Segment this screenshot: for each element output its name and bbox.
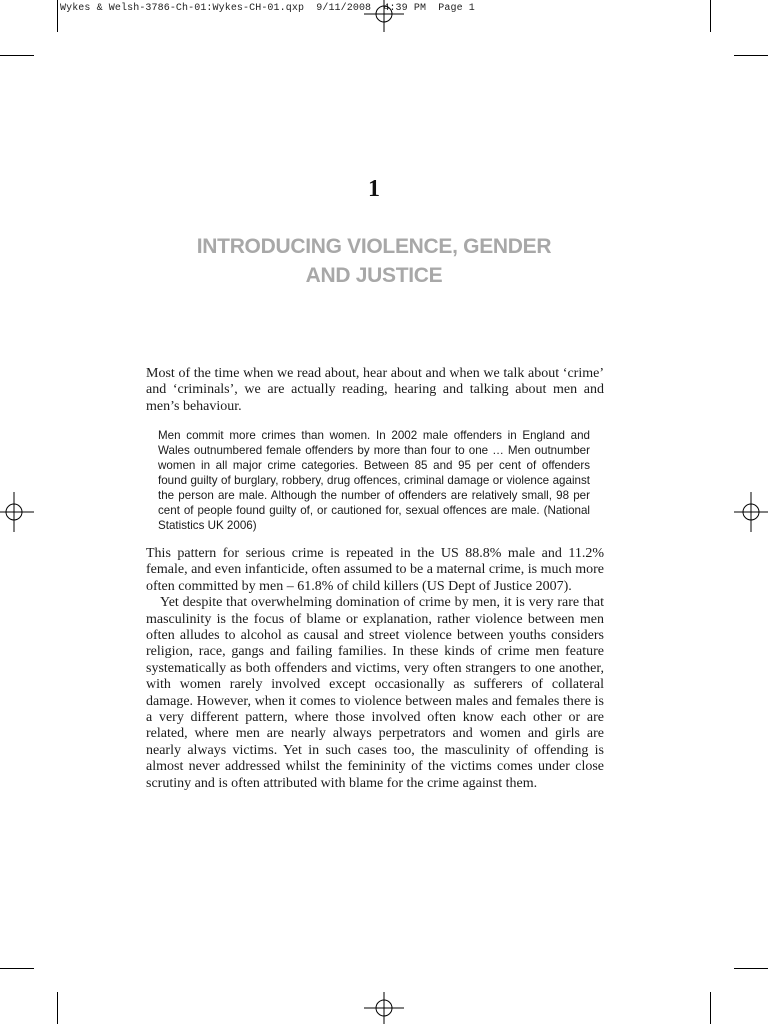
chapter-title: [0, 232, 748, 290]
chapter-title-line-2: AND JUSTICE: [305, 264, 443, 287]
crop-mark-bottom-right-h: [734, 968, 768, 969]
crop-mark-top-left: [57, 0, 58, 32]
crop-mark-top-right: [710, 0, 711, 32]
paragraph-masculinity: Yet despite that overwhelming domination of crime by men, it is very rare that masculinity is the focus of blame or explanation, rather violence between men often alludes to alcohol as causal and street violence between youths considers religion, race, gangs and failing families. In these kinds of crime men feature systematically as both offenders and victims, very often strangers to one another, with women rarely involved except occasionally as sufferers of collateral damage. However, when it comes to violence between males and females there is a very different pattern, where those involved often know each other or are related, where men are nearly always perpetrators and women and girls are nearly always victims. Yet in such cases too, the masculinity of offending is almost never addressed whilst the femininity of the victims comes under close scrutiny and is often attributed with blame for the crime against them.: [146, 595, 604, 791]
print-slug-line: Wykes & Welsh-3786-Ch-01:Wykes-CH-01.qxp 9/11/2008 4:39 PM Page 1: [60, 3, 475, 14]
crop-mark-bottom-right: [710, 992, 711, 1024]
registration-mark-top: [364, 0, 404, 32]
registration-mark-right: [734, 492, 768, 532]
crop-mark-top-right-h: [734, 55, 768, 56]
registration-mark-left: [0, 492, 34, 532]
block-quote: Men commit more crimes than women. In 2002 male offenders in England and Wales outnumbered female offenders by more than four to one … Men outnumber women in all major crime categories. Between 85 and 95 per cent of offenders found guilty of burglary, robbery, drug offences, criminal damage or violence against the person are male. Although the number of offenders are relatively small, 98 per cent of people found guilty of, or cautioned for, sexual offences are male. (National Statistics UK 2006): [158, 429, 590, 532]
body-text: [146, 546, 604, 792]
crop-mark-top-left-h: [0, 55, 34, 56]
registration-mark-bottom: [364, 992, 404, 1024]
intro-paragraph: Most of the time when we read about, hear about and when we talk about ‘crime’ and ‘criminals’, we are actually reading, hearing and talking about men and men’s behaviour.: [146, 366, 604, 414]
crop-mark-bottom-left-h: [0, 968, 34, 969]
crop-mark-bottom-left: [57, 992, 58, 1024]
chapter-title-line-1: INTRODUCING VIOLENCE, GENDER: [196, 235, 552, 258]
chapter-number: 1: [368, 176, 380, 202]
paragraph-us-statistics: This pattern for serious crime is repeated in the US 88.8% male and 11.2% female, and even infanticide, often assumed to be a maternal crime, is much more often committed by men – 61.8% of child killers (US Dept of Justice 2007).: [146, 546, 604, 594]
